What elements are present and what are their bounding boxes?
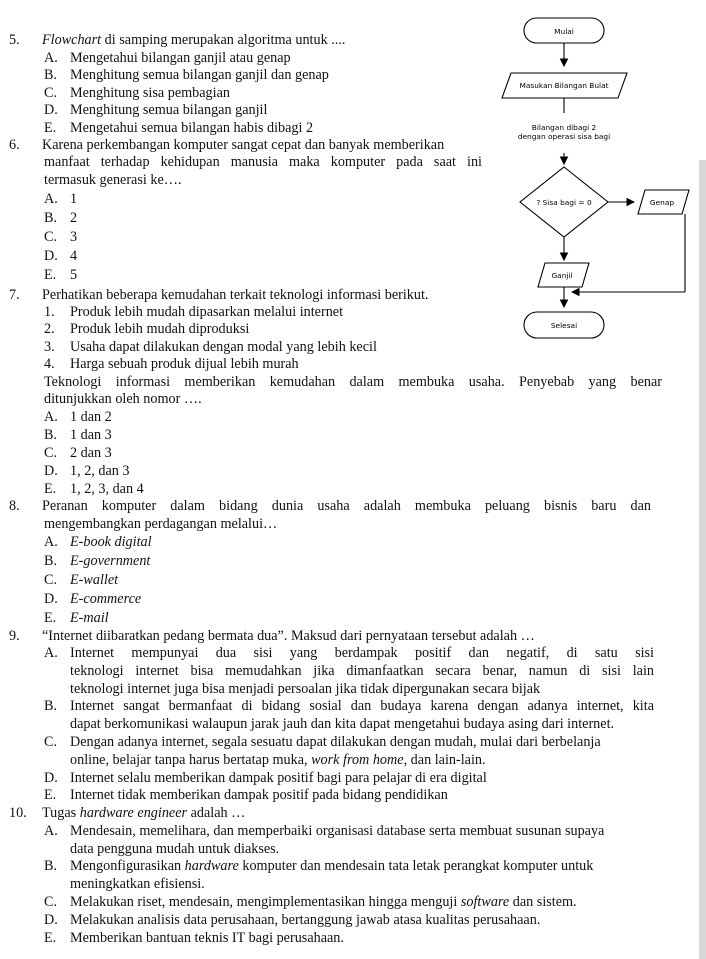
question-8: 8. Peranan komputer dalam bidang dunia usaha adalah membuka peluang bisnis baru dan [9, 498, 651, 514]
flowchart-ganjil-label: Ganjil [551, 271, 573, 280]
option-d: D. Melakukan analisis data perusahaan, bertanggung jawab atasa kualitas perusahaan. [44, 912, 541, 928]
option-b: B. Internet sangat bermanfaat di bidang sosial dan budaya karena dengan adanya internet, kita [44, 698, 654, 714]
flowchart-decision-label: ? Sisa bagi = 0 [536, 198, 592, 207]
option-b-continued: meningkatkan efisiensi. [70, 876, 205, 892]
option-b: B. 1 dan 3 [44, 427, 112, 443]
question-stem: Karena perkembangan komputer sangat cepat dan banyak memberikan [42, 137, 445, 153]
option-c: C. Dengan adanya internet, segala sesuatu dapat dilakukan dengan mudah, mulai dari berbelanja [44, 734, 601, 750]
question-stem-continued: Teknologi informasi memberikan kemudahan dalam membuka usaha. Penyebab yang benar [44, 374, 662, 390]
option-a: A. Mengetahui bilangan ganjil atau genap [44, 50, 291, 66]
option-d: D. Internet selalu memberikan dampak positif bagi para pelajar di era digital [44, 770, 487, 786]
option-c: C. Melakukan riset, mendesain, mengimplementasikan hingga menguji software dan sistem. [44, 894, 577, 910]
option-a-continued: teknologi internet juga bisa menjadi persoalan jika tidak dipergunakan secara bijak [70, 681, 541, 697]
option-e: E. E-mail [44, 610, 109, 626]
option-a: A. E-book digital [44, 534, 152, 550]
option-a-continued: data pengguna mudah untuk diakses. [70, 841, 280, 857]
option-b: B. Menghitung semua bilangan ganjil dan genap [44, 67, 329, 83]
option-b: B. E-government [44, 553, 151, 569]
flowchart-input-label: Masukan Bilangan Bulat [519, 81, 609, 90]
question-stem-continued: termasuk generasi ke…. [44, 172, 182, 188]
option-a-continued: teknologi internet bisa memudahkan jika dimanfaatkan secara benar, namun di sisi lain [70, 663, 654, 679]
question-stem: Perhatikan beberapa kemudahan terkait teknologi informasi berikut. [42, 287, 429, 303]
option-c-continued: online, belajar tanpa harus bertatap muka, work from home, dan lain-lain. [70, 752, 486, 768]
option-d: D. Menghitung semua bilangan ganjil [44, 102, 268, 118]
list-item: 3. Usaha dapat dilakukan dengan modal yang lebih kecil [44, 339, 377, 355]
flowchart-genap-label: Genap [649, 198, 675, 207]
option-d: D. E-commerce [44, 591, 142, 607]
question-10: 10. Tugas hardware engineer adalah … [9, 805, 246, 821]
option-e: E. Internet tidak memberikan dampak positif pada bidang pendidikan [44, 787, 448, 803]
question-stem-continued: mengembangkan perdagangan melalui… [44, 516, 278, 532]
flowchart-diagram [490, 10, 706, 350]
option-d: D. 1, 2, dan 3 [44, 463, 130, 479]
option-e: E. Memberikan bantuan teknis IT bagi perusahaan. [44, 930, 344, 946]
option-a: A. Internet mempunyai dua sisi yang berdampak positif dan negatif, di satu sisi [44, 645, 654, 661]
question-7: 7. Perhatikan beberapa kemudahan terkait teknologi informasi berikut. [9, 287, 429, 303]
option-a: A. Mendesain, memelihara, dan memperbaiki organisasi database serta membuat susunan supaya [44, 823, 605, 839]
question-9: 9. “Internet diibaratkan pedang bermata dua”. Maksud dari pernyataan tersebut adalah … [9, 628, 535, 644]
question-stem: “Internet diibaratkan pedang bermata dua”. Maksud dari pernyataan tersebut adalah … [42, 628, 535, 644]
option-c: C. 2 dan 3 [44, 445, 112, 461]
question-number: 5. [9, 32, 20, 48]
option-b: B. 2 [44, 210, 78, 226]
question-stem-continued: ditunjukkan oleh nomor …. [44, 391, 202, 407]
flowchart-start-label: Mulai [554, 27, 574, 36]
question-6: 6. Karena perkembangan komputer sangat cepat dan banyak memberikan [9, 137, 445, 153]
option-c: C. E-wallet [44, 572, 119, 588]
flowchart-process-label: Bilangan dibagi 2 [531, 123, 597, 132]
option-c: C. Menghitung sisa pembagian [44, 85, 230, 101]
option-d: D. 4 [44, 248, 78, 264]
option-a: A. 1 dan 2 [44, 409, 112, 425]
flowchart-process-label: dengan operasi sisa bagi [517, 132, 611, 141]
page-edge-shadow [699, 160, 706, 959]
option-b-continued: dapat berkomunikasi walaupun jarak jauh dan kita dapat mengetahui budaya asing dari internet. [70, 716, 615, 732]
list-item: 2. Produk lebih mudah diproduksi [44, 321, 250, 337]
option-e: E. Mengetahui semua bilangan habis dibagi 2 [44, 120, 314, 136]
question-stem: Peranan komputer dalam bidang dunia usaha adalah membuka peluang bisnis baru dan [42, 498, 651, 514]
option-e: E. 5 [44, 267, 78, 283]
question-stem: di samping merupakan algoritma untuk .... [101, 32, 346, 48]
list-item: 1. Produk lebih mudah dipasarkan melalui internet [44, 304, 344, 320]
option-b: B. Mengonfigurasikan hardware komputer dan mendesain tata letak perangkat komputer untuk [44, 858, 594, 874]
option-e: E. 1, 2, 3, dan 4 [44, 481, 144, 497]
question-stem-continued: manfaat terhadap kehidupan manusia maka komputer pada saat ini [44, 154, 482, 170]
question-stem-italic: Flowchart [42, 32, 102, 48]
question-5 [9, 32, 345, 50]
list-item: 4. Harga sebuah produk dijual lebih murah [44, 356, 299, 372]
option-c: C. 3 [44, 229, 78, 245]
option-a: A. 1 [44, 191, 78, 207]
flowchart-end-label: Selesai [550, 321, 578, 330]
